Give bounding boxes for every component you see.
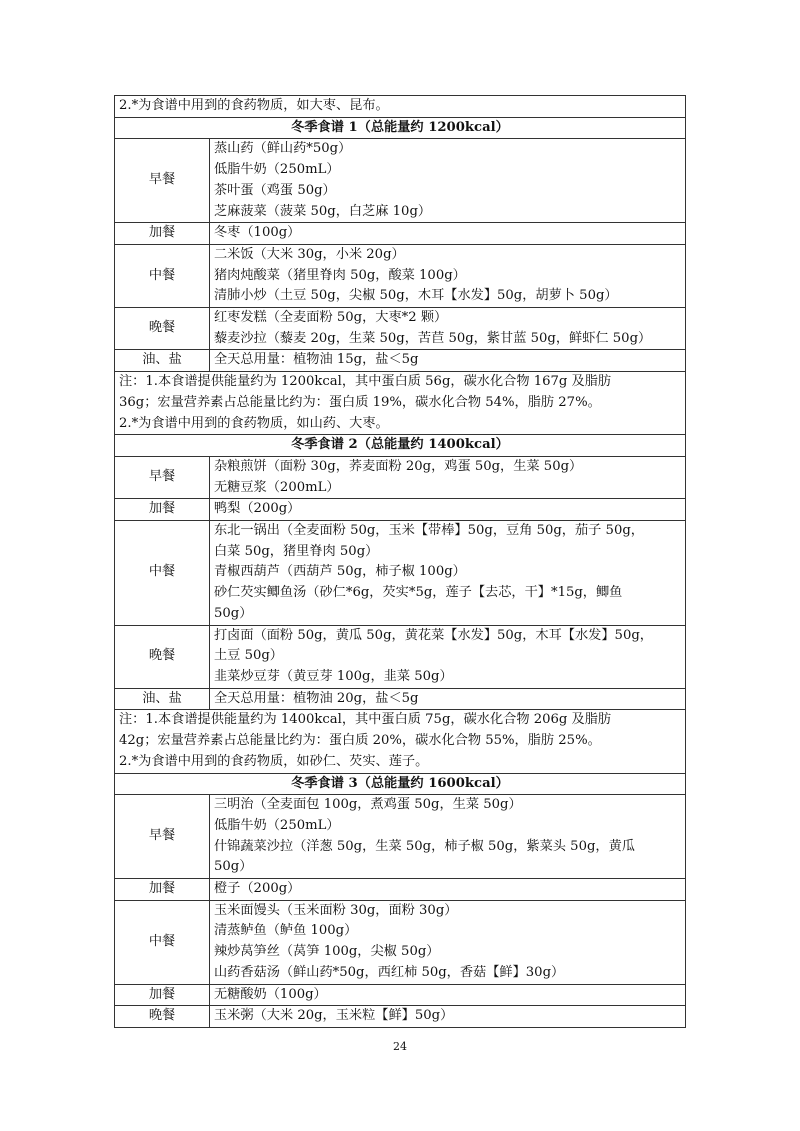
note-cell — [115, 96, 686, 118]
meal-name: 加餐 — [115, 984, 210, 1006]
meal-row — [115, 625, 686, 688]
meal-item: 清蒸鲈鱼（鲈鱼 100g） — [214, 923, 358, 939]
menu-title-row — [115, 773, 686, 795]
note-line: 36g；宏量营养素占总能量比约为：蛋白质 19%，碳水化合物 54%，脂肪 27%。 — [119, 394, 601, 410]
note-row — [115, 96, 686, 118]
meal-items — [210, 900, 686, 984]
menu-title: 冬季食谱 3（总能量约 1600kcal） — [115, 773, 686, 795]
meal-row — [115, 308, 686, 350]
meal-item: 芝麻菠菜（菠菜 50g，白芝麻 10g） — [214, 203, 432, 219]
meal-items — [210, 1006, 686, 1028]
meal-row — [115, 984, 686, 1006]
menu-table — [114, 95, 686, 1028]
meal-item: 二米饭（大米 30g，小米 20g） — [214, 246, 405, 262]
meal-row — [115, 456, 686, 498]
meal-item: 东北一锅出（全麦面粉 50g，玉米【带棒】50g，豆角 50g，茄子 50g， — [214, 523, 644, 539]
meal-item: 辣炒莴笋丝（莴笋 100g，尖椒 50g） — [214, 944, 440, 960]
meal-items — [210, 795, 686, 879]
meal-row — [115, 879, 686, 901]
meal-items — [210, 244, 686, 307]
menu-body — [115, 96, 686, 1028]
meal-items — [210, 223, 686, 245]
meal-item: 藜麦沙拉（藜麦 20g，生菜 50g，苦苣 50g，紫甘蓝 50g，鲜虾仁 50g） — [214, 330, 652, 346]
note-line: 2.*为食谱中用到的食药物质，如山药、大枣。 — [119, 415, 389, 431]
meal-name: 油、盐 — [115, 688, 210, 710]
meal-items — [210, 984, 686, 1006]
meal-item: 红枣发糕（全麦面粉 50g，大枣*2 颗） — [214, 310, 448, 326]
meal-item: 鸭梨（200g） — [214, 501, 301, 517]
meal-row — [115, 688, 686, 710]
meal-item: 无糖豆浆（200mL） — [214, 479, 340, 495]
note-line: 42g；宏量营养素占总能量比约为：蛋白质 20%，碳水化合物 55%，脂肪 25%。 — [119, 733, 601, 749]
meal-item: 玉米面馒头（玉米面粉 30g，面粉 30g） — [214, 902, 458, 918]
note-line: 注：1.本食谱提供能量约为 1200kcal，其中蛋白质 56g，碳水化合物 167g 及脂肪 — [119, 374, 612, 390]
meal-item: 韭菜炒豆芽（黄豆芽 100g，韭菜 50g） — [214, 668, 453, 684]
meal-item: 玉米粥（大米 20g，玉米粒【鲜】50g） — [214, 1008, 454, 1024]
meal-item: 砂仁芡实鲫鱼汤（砂仁*6g，芡实*5g，莲子【去芯，干】*15g，鲫鱼 — [214, 585, 623, 601]
meal-name: 加餐 — [115, 499, 210, 521]
meal-name: 早餐 — [115, 139, 210, 223]
meal-row — [115, 244, 686, 307]
meal-item: 全天总用量：植物油 20g，盐＜5g — [214, 690, 419, 706]
meal-name: 中餐 — [115, 244, 210, 307]
meal-item: 全天总用量：植物油 15g，盐＜5g — [214, 352, 419, 368]
meal-row — [115, 795, 686, 879]
meal-name: 晚餐 — [115, 625, 210, 688]
meal-item: 什锦蔬菜沙拉（洋葱 50g，生菜 50g，柿子椒 50g，紫菜头 50g，黄瓜 — [214, 838, 635, 854]
menu-title-row — [115, 435, 686, 457]
meal-items — [210, 456, 686, 498]
meal-items — [210, 688, 686, 710]
meal-name: 早餐 — [115, 795, 210, 879]
meal-item: 清肺小炒（土豆 50g，尖椒 50g，木耳【水发】50g，胡萝卜 50g） — [214, 288, 618, 304]
meal-name: 油、盐 — [115, 350, 210, 372]
meal-item: 冬枣（100g） — [214, 225, 301, 241]
menu-title-row — [115, 117, 686, 139]
meal-name: 中餐 — [115, 900, 210, 984]
meal-item: 三明治（全麦面包 100g，煮鸡蛋 50g，生菜 50g） — [214, 797, 522, 813]
menu-title: 冬季食谱 1（总能量约 1200kcal） — [115, 117, 686, 139]
meal-row — [115, 900, 686, 984]
meal-item: 杂粮煎饼（面粉 30g，荞麦面粉 20g，鸡蛋 50g，生菜 50g） — [214, 458, 583, 474]
meal-item: 50g） — [214, 859, 253, 875]
meal-item: 青椒西葫芦（西葫芦 50g，柿子椒 100g） — [214, 564, 466, 580]
note-cell — [115, 372, 686, 435]
meal-row — [115, 1006, 686, 1028]
meal-item: 蒸山药（鲜山药*50g） — [214, 141, 352, 157]
meal-item: 土豆 50g） — [214, 648, 283, 664]
note-line: 2.*为食谱中用到的食药物质，如大枣、昆布。 — [119, 98, 389, 113]
meal-row — [115, 521, 686, 626]
meal-name: 加餐 — [115, 879, 210, 901]
meal-row — [115, 499, 686, 521]
meal-items — [210, 308, 686, 350]
note-line: 2.*为食谱中用到的食药物质，如砂仁、芡实、莲子。 — [119, 753, 429, 769]
meal-name: 中餐 — [115, 521, 210, 626]
meal-name: 加餐 — [115, 223, 210, 245]
menu-title: 冬季食谱 2（总能量约 1400kcal） — [115, 435, 686, 457]
meal-item: 无糖酸奶（100g） — [214, 986, 327, 1002]
meal-items — [210, 139, 686, 223]
meal-item: 茶叶蛋（鸡蛋 50g） — [214, 182, 336, 198]
meal-item: 橙子（200g） — [214, 881, 301, 897]
meal-items — [210, 499, 686, 521]
note-row — [115, 710, 686, 773]
meal-item: 50g） — [214, 605, 253, 621]
meal-name: 早餐 — [115, 456, 210, 498]
meal-items — [210, 625, 686, 688]
meal-row — [115, 223, 686, 245]
meal-item: 低脂牛奶（250mL） — [214, 817, 340, 833]
meal-item: 低脂牛奶（250mL） — [214, 162, 340, 178]
meal-item: 打卤面（面粉 50g，黄瓜 50g，黄花菜【水发】50g，木耳【水发】50g， — [214, 627, 653, 643]
note-cell — [115, 710, 686, 773]
meal-item: 猪肉炖酸菜（猪里脊肉 50g，酸菜 100g） — [214, 267, 466, 283]
meal-row — [115, 139, 686, 223]
note-line: 注：1.本食谱提供能量约为 1400kcal，其中蛋白质 75g，碳水化合物 206g 及脂肪 — [119, 712, 612, 728]
meal-item: 山药香菇汤（鲜山药*50g，西红柿 50g，香菇【鲜】30g） — [214, 964, 565, 980]
meal-row — [115, 350, 686, 372]
meal-name: 晚餐 — [115, 308, 210, 350]
note-row — [115, 372, 686, 435]
meal-items — [210, 350, 686, 372]
meal-item: 白菜 50g，猪里脊肉 50g） — [214, 543, 379, 559]
meal-name: 晚餐 — [115, 1006, 210, 1028]
meal-items — [210, 521, 686, 626]
page-number: 24 — [393, 1040, 407, 1053]
meal-items — [210, 879, 686, 901]
